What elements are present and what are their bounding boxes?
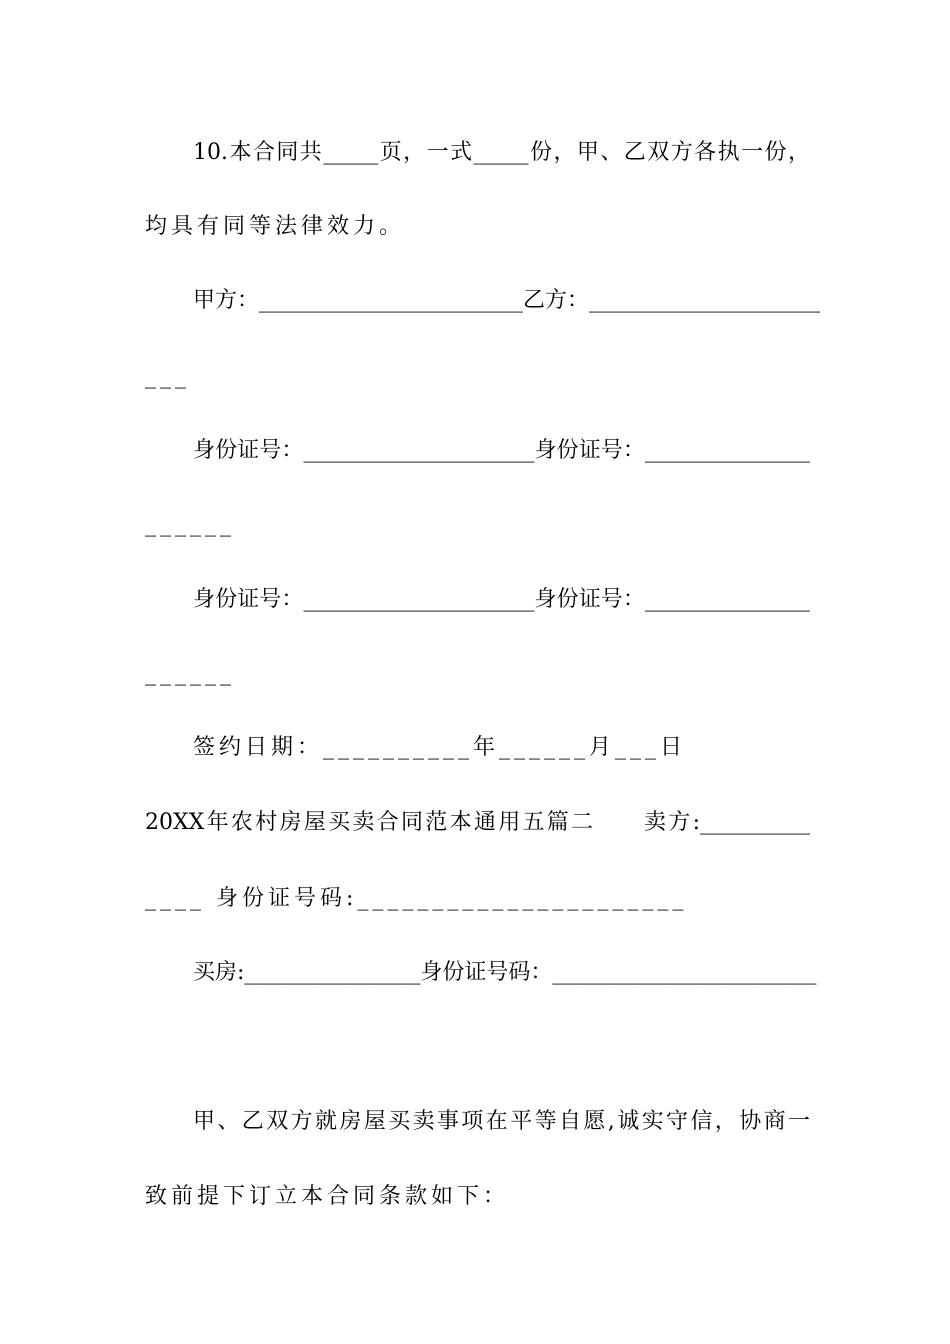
- party-signature-line-continued: ___: [145, 364, 190, 389]
- id-number-line-2-continued: ______: [145, 661, 235, 686]
- second-contract-heading-line: 20XX年农村房屋买卖合同范本通用五篇二 卖方:__________: [145, 810, 810, 835]
- id-number-line-2: 身份证号：_____________________身份证号：_______________: [193, 587, 810, 612]
- buyer-line: 买房:________________身份证号码：________________________: [193, 960, 817, 985]
- clause-10-line-2: 均具有同等法律效力。: [145, 214, 406, 239]
- seller-id-line: ____ 身份证号码:______________________: [145, 886, 688, 911]
- party-signature-line: 甲方：________________________乙方：_____________________: [193, 288, 821, 313]
- agreement-paragraph-line-1: 甲、乙双方就房屋买卖事项在平等自愿,诚实守信，协商一: [193, 1109, 810, 1134]
- id-number-line-1: 身份证号：_____________________身份证号：_______________: [193, 438, 810, 463]
- clause-10-line-1: 10.本合同共_____页，一式_____份，甲、乙双方各执一份，: [193, 140, 810, 165]
- signing-date-line: 签约日期：__________年______月___日: [193, 735, 687, 760]
- id-number-line-1-continued: ______: [145, 512, 235, 537]
- agreement-paragraph-line-2: 致前提下订立本合同条款如下：: [145, 1184, 510, 1209]
